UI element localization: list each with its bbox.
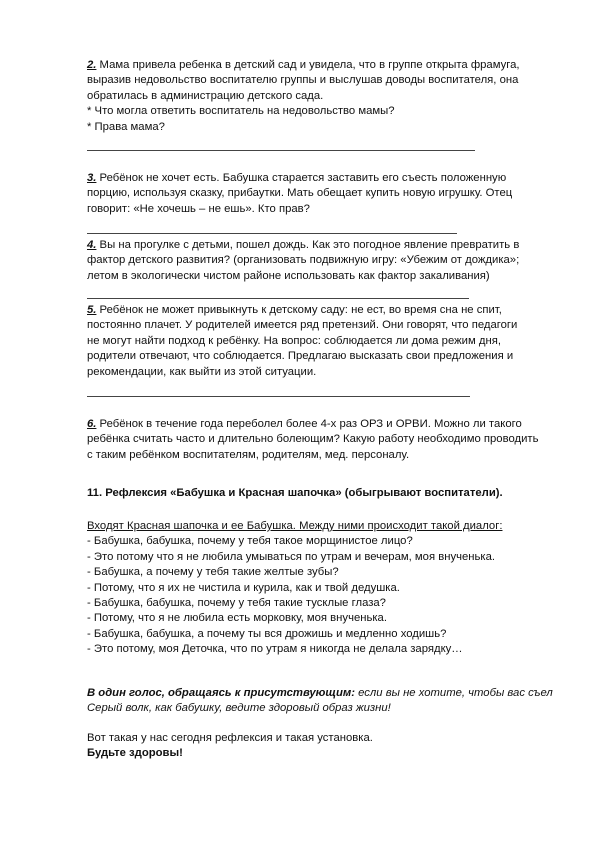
dialogue-line: - Это потому, моя Деточка, что по утрам я никогда не делала зарядку… xyxy=(87,643,463,656)
question-4-number: 4. xyxy=(87,239,97,251)
closing-block xyxy=(87,731,537,762)
question-2-line: обратилась в администрацию детского сада. xyxy=(87,89,324,102)
question-3 xyxy=(87,171,537,217)
question-6-line: с таким ребёнком воспитателям, родителям, мед. персоналу. xyxy=(87,448,410,461)
question-6-number: 6. xyxy=(87,418,97,430)
reflection-section xyxy=(87,486,537,501)
question-6-line: 6. Ребёнок в течение года переболел более 4-х раз ОРЗ и ОРВИ. Можно ли такого xyxy=(87,418,522,430)
question-5-line: 5. Ребёнок не может привыкнуть к детскому саду: не ест, во время сна не спит, xyxy=(87,304,502,316)
question-2-line: * Что могла ответить воспитатель на недовольство мамы? xyxy=(87,105,395,118)
dialogue-block xyxy=(87,519,537,658)
separator-line xyxy=(87,233,457,234)
question-3-line: говорит: «Не хочешь – не ешь». Кто прав? xyxy=(87,202,310,215)
question-4-line: фактор детского развития? (организовать подвижную игру: «Убежим от дождика»; xyxy=(87,254,520,267)
farewell-text: Будьте здоровы! xyxy=(87,747,183,760)
question-6 xyxy=(87,417,537,463)
question-3-line: порцию, используя сказку, прибаутки. Мать обещает купить новую игрушку. Отец xyxy=(87,187,513,200)
question-5-line: не могут найти подход к ребёнку. На вопрос: соблюдается ли дома режим дня, xyxy=(87,334,501,347)
question-5 xyxy=(87,303,537,380)
question-5-line: рекомендации, как выйти из этой ситуации. xyxy=(87,365,317,378)
question-5-number: 5. xyxy=(87,304,97,316)
question-2 xyxy=(87,58,537,135)
dialogue-line: - Бабушка, бабушка, а почему ты вся дрожишь и медленно ходишь? xyxy=(87,627,447,640)
question-3-number: 3. xyxy=(87,172,97,184)
question-5-line: постоянно плачет. У родителей имеется ряд претензий. Они говорят, что педагоги xyxy=(87,319,518,332)
chorus-lead: В один голос, обращаясь к присутствующим: xyxy=(87,687,355,699)
question-3-line: 3. Ребёнок не хочет есть. Бабушка старается заставить его съесть положенную xyxy=(87,172,507,184)
question-6-line: ребёнка считать часто и длительно болеющим? Какую работу необходимо проводить xyxy=(87,433,539,446)
reflection-heading: 11. Рефлексия «Бабушка и Красная шапочка» (обыгрывают воспитатели). xyxy=(87,487,503,499)
dialogue-line: - Бабушка, бабушка, почему у тебя такие тусклые глаза? xyxy=(87,597,386,610)
question-2-line: 2. Мама привела ребенка в детский сад и увидела, что в группе открыта фрамуга, xyxy=(87,59,520,71)
dialogue-line: - Бабушка, бабушка, почему у тебя такое морщинистое лицо? xyxy=(87,535,413,548)
chorus-block xyxy=(87,686,553,717)
dialogue-line: - Это потому что я не любила умываться по утрам и вечерам, моя внученька. xyxy=(87,550,496,563)
question-5-line: родители отвечают, что соблюдается. Предлагаю высказать свои предложения и xyxy=(87,350,514,363)
closing-text: Вот такая у нас сегодня рефлексия и такая установка. xyxy=(87,732,373,744)
question-2-number: 2. xyxy=(87,59,97,71)
dialogue-line: - Потому, что я их не чистила и курила, как и твой дедушка. xyxy=(87,581,400,594)
question-2-line: выразив недовольство воспитателю группы и выслушав доводы воспитателя, она xyxy=(87,74,519,87)
question-4 xyxy=(87,238,537,284)
question-2-line: * Права мама? xyxy=(87,120,165,133)
separator-line xyxy=(87,150,475,151)
chorus-line: Серый волк, как бабушку, ведите здоровый образ жизни! xyxy=(87,702,391,715)
question-4-line: 4. Вы на прогулке с детьми, пошел дождь. Как это погодное явление превратить в xyxy=(87,239,520,251)
dialogue-line: - Бабушка, а почему у тебя такие желтые зубы? xyxy=(87,566,339,579)
dialogue-line: - Потому, что я не любила есть морковку, моя внученька. xyxy=(87,612,387,625)
separator-line xyxy=(87,298,469,299)
separator-line xyxy=(87,396,470,397)
question-4-line: летом в экологически чистом районе использовать как фактор закаливания) xyxy=(87,269,490,282)
dialogue-intro: Входят Красная шапочка и ее Бабушка. Между ними происходит такой диалог: xyxy=(87,520,503,532)
chorus-line: В один голос, обращаясь к присутствующим: если вы не хотите, чтобы вас съел xyxy=(87,687,553,699)
